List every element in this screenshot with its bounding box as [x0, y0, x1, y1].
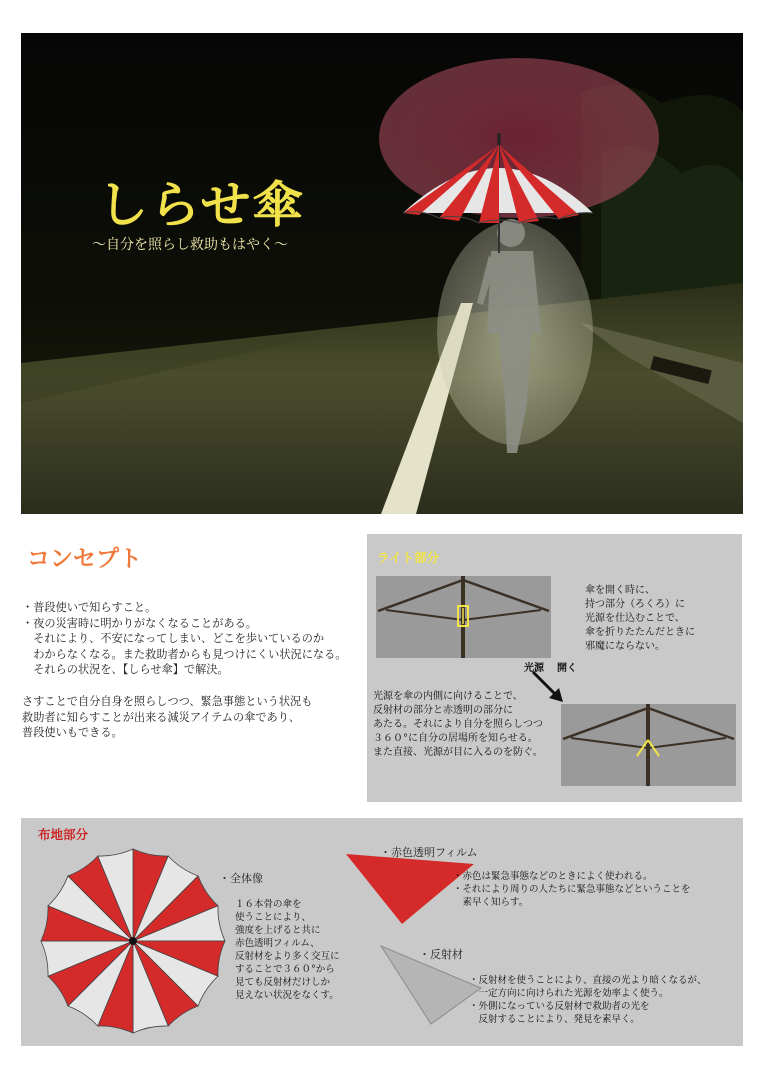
whole-text-line: 見ても反射材だけしか: [235, 977, 331, 988]
reflector-line: ・反射材を使うことにより、直接の光より暗くなるが、: [469, 975, 707, 986]
red-film-text: [453, 870, 691, 909]
concept-bullets: [22, 600, 367, 678]
light-note-line: 光源を傘の内側に向けることで、: [373, 691, 523, 702]
whole-text-line: 使うことにより、: [235, 912, 312, 923]
reflector-line: 反射することにより、発見を素早く。: [469, 1014, 640, 1025]
whole-text-line: １６本骨の傘を: [235, 899, 302, 910]
concept-paragraph: [22, 694, 367, 741]
cloth-heading: 布地部分: [38, 827, 89, 842]
hero-title: しらせ傘: [98, 176, 305, 234]
hero-subtitle: 〜自分を照らし救助もはやく〜: [92, 237, 288, 253]
reflector-label: ・反射材: [419, 948, 463, 961]
whole-text-line: 反射材をより多く交互に: [235, 951, 340, 962]
light-section: [367, 534, 742, 802]
whole-text-line: 強度を上げると共に: [235, 925, 321, 936]
night-road-scene: [21, 33, 743, 514]
red-film-line: 素早く知らす。: [453, 897, 529, 908]
whole-text-line: 見えない状況をなくす。: [235, 990, 339, 1001]
whole-label: ・全体像: [219, 872, 263, 885]
reflector-line: ・外側になっている反射材で救助者の光を: [469, 1001, 650, 1012]
whole-text: [235, 898, 340, 1002]
concept-para-line: さすことで自分自身を照らしつつ、緊急事態という状況も: [22, 695, 313, 708]
red-film-line: ・それにより周りの人たちに緊急事態などということを: [453, 884, 691, 895]
light-note-line: あたる。それにより自分を照らしつつ: [373, 719, 543, 730]
light-note-line: 光源を仕込むことで、: [585, 613, 685, 624]
light-note-line: 邪魔にならない。: [585, 641, 665, 652]
arrow-label-source: 光源: [524, 663, 544, 674]
whole-text-line: 赤色透明フィルム、: [235, 938, 320, 949]
light-diagram-closed: [376, 576, 551, 658]
hero-image: [21, 33, 743, 514]
concept-line: わからなくなる。また救助者からも見つけにくい状況になる。: [22, 647, 347, 661]
concept-line: それらの状況を、【しらせ傘】で解決。: [22, 663, 229, 676]
light-note-line: 傘を開く時に、: [585, 585, 655, 596]
light-heading: ライト部分: [377, 550, 440, 565]
concept-line: ・夜の災害時に明かりがなくなることがある。: [22, 616, 257, 630]
light-diagram-open: [561, 704, 736, 786]
light-note-line: ３６０°に自分の居場所を知らせる。: [373, 733, 538, 744]
light-note-top: [585, 584, 695, 654]
concept-line: ・普段使いで知らすこと。: [22, 601, 157, 614]
arrow-label-open: 開く: [557, 663, 577, 674]
light-note-line: 持つ部分（ろくろ）に: [585, 599, 685, 610]
light-note-line: 反射材の部分と赤透明の部分に: [373, 705, 513, 716]
concept-heading: コンセプト: [27, 546, 142, 572]
red-film-label: ・赤色透明フィルム: [380, 846, 478, 859]
light-note-line: また直接、光源が目に入るのを防ぐ。: [373, 747, 543, 758]
cloth-section: [21, 818, 743, 1046]
light-note-bottom: [373, 690, 543, 760]
light-note-line: 傘を折りたたんだときに: [585, 627, 695, 638]
concept-para-line: 普段使いもできる。: [22, 726, 123, 739]
umbrella-top-view: [38, 846, 228, 1036]
red-film-line: ・赤色は緊急事態などのときによく使われる。: [453, 871, 653, 882]
reflector-text: [469, 974, 707, 1026]
reflector-line: 一定方向に向けられた光源を効率よく使う。: [469, 988, 669, 999]
concept-para-line: 救助者に知らすことが出来る減災アイテムの傘であり、: [22, 710, 301, 724]
concept-line: それにより、不安になってしまい、どこを歩いているのか: [22, 632, 325, 645]
umbrella-center: [129, 937, 137, 945]
whole-text-line: することで３６０°から: [235, 964, 335, 975]
